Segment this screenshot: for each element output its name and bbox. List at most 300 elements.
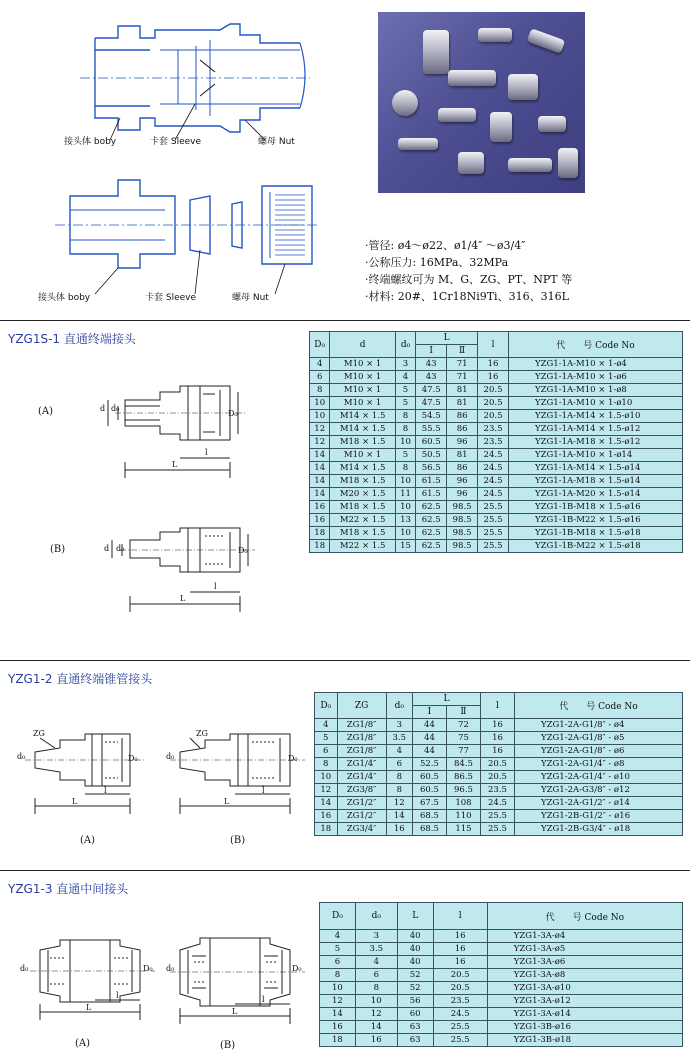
section2-title: YZG1-2 直通终端锥管接头	[8, 672, 153, 686]
table-cell: 98.5	[447, 540, 478, 553]
s2b-dim-l: l	[262, 786, 265, 795]
table-cell: 25.5	[478, 540, 509, 553]
code-cell: YZG1-3B-ø16	[487, 1021, 682, 1034]
fitting-photo-12	[508, 158, 552, 172]
s1-h-code: 代 号 Code No	[508, 332, 682, 358]
s2-h-L2: Ⅱ	[446, 706, 480, 719]
table-cell: 56.5	[416, 462, 447, 475]
code-cell: YZG1-1A-M14 × 1.5-ø12	[508, 423, 682, 436]
table-row	[320, 969, 683, 982]
table-cell: 16	[478, 371, 509, 384]
table-cell: 16	[433, 956, 487, 969]
spec-pressure: ·公称压力: 16MPa、32MPa	[365, 256, 509, 269]
table-cell: 3.5	[386, 732, 412, 745]
table-cell: M10 × 1	[330, 384, 395, 397]
table-row	[320, 956, 683, 969]
table-cell: 16	[320, 1021, 356, 1034]
s1-label-b: (B)	[50, 544, 66, 555]
table-row	[310, 384, 683, 397]
s3a-dim-l: l	[116, 991, 119, 1000]
s2-h-L1: I	[412, 706, 446, 719]
table-cell: 68.5	[412, 810, 446, 823]
code-cell: YZG1-1A-M10 × 1-ø4	[508, 358, 682, 371]
code-cell: YZG1-2A-G1/8″ - ø5	[515, 732, 683, 745]
table-cell: 86	[447, 423, 478, 436]
s1-dim-L: L	[172, 460, 178, 469]
table-row	[310, 488, 683, 501]
table-cell: 14	[310, 475, 330, 488]
table-cell: 10	[395, 501, 415, 514]
code-cell: YZG1-3A-ø5	[487, 943, 682, 956]
s1b-dim-D0: D₀	[238, 546, 248, 555]
s2-tbody	[315, 719, 683, 836]
table-cell: 23.5	[478, 436, 509, 449]
table-cell: 16	[480, 719, 514, 732]
table-cell: 24.5	[478, 462, 509, 475]
table-cell: 75	[446, 732, 480, 745]
table-cell: 24.5	[478, 488, 509, 501]
table-cell: 25.5	[480, 810, 514, 823]
table-cell: 14	[310, 449, 330, 462]
table-cell: 60	[397, 1008, 433, 1021]
table-cell: 25.5	[433, 1021, 487, 1034]
s3b-dim-D0: D₀	[292, 964, 302, 973]
label-body-exploded: 接头体 boby	[38, 293, 91, 303]
table-cell: 44	[412, 732, 446, 745]
table-cell: M18 × 1.5	[330, 475, 395, 488]
table-row	[310, 501, 683, 514]
code-cell: YZG1-1A-M10 × 1-ø8	[508, 384, 682, 397]
table-cell: 96.5	[446, 784, 480, 797]
table-row	[315, 745, 683, 758]
table-cell: 23.5	[478, 423, 509, 436]
table-cell: 12	[310, 436, 330, 449]
s1-dim-l: l	[205, 448, 208, 457]
fitting-photo-6	[392, 90, 418, 116]
s2-drawing-b	[170, 734, 305, 814]
table-cell: 110	[446, 810, 480, 823]
table-cell: 10	[310, 397, 330, 410]
s1-h-l: l	[478, 332, 509, 358]
assembled-fitting-drawing	[80, 24, 310, 132]
table-row	[310, 527, 683, 540]
s3b-dim-L: L	[232, 1007, 238, 1016]
code-cell: YZG1-1B-M18 × 1.5-ø18	[508, 527, 682, 540]
table-cell: 8	[315, 758, 338, 771]
table-cell: 8	[310, 384, 330, 397]
table-cell: 25.5	[478, 501, 509, 514]
table-cell: 47.5	[416, 384, 447, 397]
code-cell: YZG1-3A-ø12	[487, 995, 682, 1008]
code-cell: YZG1-3A-ø4	[487, 930, 682, 943]
s3-drawing-b	[170, 938, 305, 1024]
s1-dim-D0: D₀	[228, 409, 238, 418]
table-cell: 5	[395, 384, 415, 397]
table-cell: 84.5	[446, 758, 480, 771]
table-cell: 13	[395, 514, 415, 527]
table-cell: 50.5	[416, 449, 447, 462]
table-row	[320, 943, 683, 956]
table-cell: 16	[433, 943, 487, 956]
table-cell: 20.5	[480, 758, 514, 771]
table-cell: 18	[320, 1034, 356, 1047]
label-nut-exploded: 螺母 Nut	[232, 293, 269, 303]
s3-tbody	[320, 930, 683, 1047]
table-cell: 20.5	[433, 969, 487, 982]
table-cell: 72	[446, 719, 480, 732]
table-cell: M14 × 1.5	[330, 423, 395, 436]
table-cell: 52	[397, 969, 433, 982]
table-cell: 3	[355, 930, 397, 943]
table-row	[320, 995, 683, 1008]
table-cell: 40	[397, 943, 433, 956]
s3a-dim-d0: d₀	[20, 964, 29, 973]
table-cell: 55.5	[416, 423, 447, 436]
table-cell: 8	[355, 982, 397, 995]
table-row	[320, 1034, 683, 1047]
s1-dim-d: d	[100, 404, 106, 413]
table-cell: 86.5	[446, 771, 480, 784]
label-sleeve-assembled: 卡套 Sleeve	[150, 137, 202, 147]
s3a-dim-L: L	[86, 1003, 92, 1012]
code-cell: YZG1-2A-G1/8″ - ø4	[515, 719, 683, 732]
table-cell: 56	[397, 995, 433, 1008]
table-row	[310, 436, 683, 449]
table-row	[315, 797, 683, 810]
s3-h-d0: d₀	[355, 903, 397, 930]
table-cell: M14 × 1.5	[330, 410, 395, 423]
table-cell: 6	[386, 758, 412, 771]
table-cell: 20.5	[478, 410, 509, 423]
label-nut-assembled: 螺母 Nut	[258, 137, 295, 147]
table-cell: 43	[416, 358, 447, 371]
table-cell: 6	[310, 371, 330, 384]
table-cell: 20.5	[478, 397, 509, 410]
s3-h-code: 代 号 Code No	[487, 903, 682, 930]
code-cell: YZG1-2A-G1/2″ - ø14	[515, 797, 683, 810]
divider-1	[0, 320, 690, 321]
code-cell: YZG1-1A-M10 × 1-ø10	[508, 397, 682, 410]
table-row	[320, 1008, 683, 1021]
table-cell: 16	[433, 930, 487, 943]
table-cell: 16	[478, 358, 509, 371]
table-cell: 14	[315, 797, 338, 810]
s1-h-L1: I	[416, 345, 447, 358]
exploded-fitting-drawing	[55, 180, 320, 268]
table-cell: ZG1/4″	[337, 758, 386, 771]
table-cell: 40	[397, 930, 433, 943]
table-cell: 24.5	[478, 475, 509, 488]
table-cell: 20.5	[478, 384, 509, 397]
code-cell: YZG1-1A-M10 × 1-ø6	[508, 371, 682, 384]
table-row	[315, 823, 683, 836]
table-cell: 71	[447, 358, 478, 371]
code-cell: YZG1-1A-M20 × 1.5-ø14	[508, 488, 682, 501]
section3-drawings	[30, 938, 305, 1024]
s2-drawing-a	[25, 734, 145, 814]
table-cell: 18	[315, 823, 338, 836]
table-cell: 25.5	[478, 527, 509, 540]
table-cell: 16	[480, 745, 514, 758]
table-cell: 52	[397, 982, 433, 995]
table-cell: 20.5	[480, 771, 514, 784]
table-cell: 18	[310, 540, 330, 553]
code-cell: YZG1-2B-G3/4″ - ø18	[515, 823, 683, 836]
s3a-dim-D0: D₀	[143, 964, 153, 973]
table-cell: M22 × 1.5	[330, 540, 395, 553]
table-cell: 6	[355, 969, 397, 982]
table-cell: 18	[310, 527, 330, 540]
table-cell: 23.5	[433, 995, 487, 1008]
s3-h-L: L	[397, 903, 433, 930]
divider-3	[0, 870, 690, 871]
code-cell: YZG1-1B-M22 × 1.5-ø18	[508, 540, 682, 553]
spec-material: ·材料: 20#、1Cr18Ni9Ti、316、316L	[365, 290, 569, 303]
table-row	[315, 719, 683, 732]
table-cell: M10 × 1	[330, 358, 395, 371]
table-cell: 63	[397, 1021, 433, 1034]
divider-2	[0, 660, 690, 661]
table-cell: 3	[386, 719, 412, 732]
s1-h-L: L	[416, 332, 478, 345]
table-cell: 23.5	[480, 784, 514, 797]
section2-drawings	[25, 734, 305, 814]
table-cell: 16	[310, 501, 330, 514]
section1-drawings	[108, 386, 255, 612]
table-cell: 98.5	[447, 514, 478, 527]
table-cell: 62.5	[416, 540, 447, 553]
s1b-dim-d0: d₀	[116, 544, 125, 553]
table-row	[315, 758, 683, 771]
table-cell: 81	[447, 384, 478, 397]
table-cell: 8	[395, 423, 415, 436]
table-cell: 16	[480, 732, 514, 745]
code-cell: YZG1-2B-G1/2″ - ø16	[515, 810, 683, 823]
fitting-photo-2	[478, 28, 512, 42]
s2a-dim-d0: d₀	[17, 752, 26, 761]
table-cell: ZG1/2″	[337, 797, 386, 810]
table-cell: 5	[320, 943, 356, 956]
table-cell: 14	[310, 488, 330, 501]
table-cell: 77	[446, 745, 480, 758]
table-cell: 52.5	[412, 758, 446, 771]
s2-h-ZG: ZG	[337, 693, 386, 719]
table-cell: 8	[395, 410, 415, 423]
table-cell: 3.5	[355, 943, 397, 956]
table-cell: M10 × 1	[330, 397, 395, 410]
fitting-photo-10	[398, 138, 438, 150]
table-cell: 86	[447, 462, 478, 475]
table-cell: 11	[395, 488, 415, 501]
section3-table	[319, 902, 683, 1047]
code-cell: YZG1-3A-ø14	[487, 1008, 682, 1021]
table-cell: 98.5	[447, 501, 478, 514]
table-cell: ZG1/8″	[337, 745, 386, 758]
code-cell: YZG1-1A-M14 × 1.5-ø14	[508, 462, 682, 475]
table-cell: 6	[320, 956, 356, 969]
code-cell: YZG1-3A-ø10	[487, 982, 682, 995]
table-row	[320, 1021, 683, 1034]
table-cell: 10	[395, 527, 415, 540]
table-cell: 20.5	[433, 982, 487, 995]
fitting-photo-5	[508, 74, 538, 100]
s1-label-a: (A)	[38, 406, 54, 417]
code-cell: YZG1-2A-G1/8″ - ø6	[515, 745, 683, 758]
table-cell: 25.5	[478, 514, 509, 527]
table-cell: 16	[315, 810, 338, 823]
s2b-dim-D0: D₀	[288, 754, 298, 763]
table-cell: 115	[446, 823, 480, 836]
table-cell: 4	[310, 358, 330, 371]
table-cell: 10	[315, 771, 338, 784]
table-cell: 8	[320, 969, 356, 982]
table-cell: 71	[447, 371, 478, 384]
s2b-dim-d0: d₀	[166, 752, 175, 761]
s2a-dim-D0: D₀	[128, 754, 138, 763]
s3-label-b: (B)	[220, 1040, 236, 1051]
table-cell: 62.5	[416, 527, 447, 540]
table-cell: 12	[310, 423, 330, 436]
table-cell: 61.5	[416, 475, 447, 488]
section1-table	[309, 331, 683, 553]
table-row	[310, 540, 683, 553]
code-cell: YZG1-3A-ø6	[487, 956, 682, 969]
table-cell: 96	[447, 488, 478, 501]
table-cell: 5	[395, 449, 415, 462]
table-row	[315, 810, 683, 823]
table-cell: 14	[320, 1008, 356, 1021]
table-cell: 10	[395, 436, 415, 449]
table-cell: 8	[386, 784, 412, 797]
s1-h-d: d	[330, 332, 395, 358]
s2a-dim-L: L	[72, 797, 78, 806]
table-cell: 5	[395, 397, 415, 410]
code-cell: YZG1-1A-M18 × 1.5-ø14	[508, 475, 682, 488]
table-cell: 24.5	[478, 449, 509, 462]
fitting-photo-8	[490, 112, 512, 142]
s3b-dim-l: l	[262, 995, 265, 1004]
s2b-dim-ZG: ZG	[196, 729, 208, 738]
s1-h-L2: Ⅱ	[447, 345, 478, 358]
table-cell: 5	[315, 732, 338, 745]
s1-h-d0: d₀	[395, 332, 415, 358]
table-cell: 8	[395, 462, 415, 475]
fitting-photo-1	[423, 30, 449, 74]
table-cell: 98.5	[447, 527, 478, 540]
table-cell: 14	[386, 810, 412, 823]
table-cell: ZG1/8″	[337, 732, 386, 745]
table-cell: M20 × 1.5	[330, 488, 395, 501]
table-cell: 3	[395, 358, 415, 371]
table-row	[310, 397, 683, 410]
label-sleeve-exploded: 卡套 Sleeve	[145, 293, 197, 303]
s2a-dim-ZG: ZG	[33, 729, 45, 738]
table-cell: 10	[320, 982, 356, 995]
table-cell: M22 × 1.5	[330, 514, 395, 527]
spec-pipe-diameter: ·管径: ø4～ø22、ø1/4″ ～ø3/4″	[365, 239, 526, 252]
fitting-photo-3	[527, 28, 566, 53]
table-cell: 62.5	[416, 514, 447, 527]
table-cell: 12	[315, 784, 338, 797]
code-cell: YZG1-2A-G3/8″ - ø12	[515, 784, 683, 797]
code-cell: YZG1-1A-M14 × 1.5-ø10	[508, 410, 682, 423]
table-row	[310, 514, 683, 527]
table-cell: 24.5	[480, 797, 514, 810]
table-cell: 16	[355, 1034, 397, 1047]
table-cell: 62.5	[416, 501, 447, 514]
table-cell: 16	[310, 514, 330, 527]
specifications	[365, 237, 572, 305]
s3-h-l: l	[433, 903, 487, 930]
s3-drawing-a	[30, 940, 155, 1020]
table-cell: 4	[320, 930, 356, 943]
s2-h-D0: D₀	[315, 693, 338, 719]
table-cell: 12	[386, 797, 412, 810]
table-cell: 8	[386, 771, 412, 784]
table-cell: M18 × 1.5	[330, 501, 395, 514]
table-cell: M10 × 1	[330, 371, 395, 384]
table-cell: 4	[395, 371, 415, 384]
table-row	[320, 982, 683, 995]
s1b-dim-d: d	[104, 544, 110, 553]
table-cell: 16	[386, 823, 412, 836]
table-cell: 43	[416, 371, 447, 384]
product-photo	[378, 12, 585, 193]
table-cell: 4	[386, 745, 412, 758]
table-cell: ZG1/4″	[337, 771, 386, 784]
table-row	[310, 449, 683, 462]
table-cell: M10 × 1	[330, 449, 395, 462]
table-cell: 60.5	[416, 436, 447, 449]
code-cell: YZG1-2A-G1/4″ - ø10	[515, 771, 683, 784]
table-cell: 81	[447, 449, 478, 462]
table-cell: M14 × 1.5	[330, 462, 395, 475]
table-cell: ZG3/8″	[337, 784, 386, 797]
table-cell: 86	[447, 410, 478, 423]
table-cell: 67.5	[412, 797, 446, 810]
table-cell: 44	[412, 719, 446, 732]
s1b-dim-L: L	[180, 594, 186, 603]
s3-h-D0: D₀	[320, 903, 356, 930]
table-row	[315, 732, 683, 745]
table-cell: 81	[447, 397, 478, 410]
s2b-dim-L: L	[224, 797, 230, 806]
s1-h-D0: D₀	[310, 332, 330, 358]
table-cell: M18 × 1.5	[330, 527, 395, 540]
table-cell: ZG3/4″	[337, 823, 386, 836]
table-row	[315, 784, 683, 797]
table-cell: 63	[397, 1034, 433, 1047]
fitting-photo-7	[438, 108, 476, 122]
spec-thread: ·终端螺纹可为 M、G、ZG、PT、NPT 等	[365, 273, 573, 286]
section3-title: YZG1-3 直通中间接头	[8, 882, 129, 896]
section2-table	[314, 692, 683, 836]
table-row	[315, 771, 683, 784]
table-cell: 60.5	[412, 784, 446, 797]
s1-tbody	[310, 358, 683, 553]
s2-h-L: L	[412, 693, 480, 706]
table-row	[310, 475, 683, 488]
table-row	[310, 410, 683, 423]
code-cell: YZG1-1A-M10 × 1-ø14	[508, 449, 682, 462]
table-cell: 25.5	[480, 823, 514, 836]
table-cell: 40	[397, 956, 433, 969]
table-cell: 10	[355, 995, 397, 1008]
table-cell: 96	[447, 475, 478, 488]
label-body-assembled: 接头体 boby	[64, 137, 117, 147]
table-cell: 14	[310, 462, 330, 475]
table-cell: 25.5	[433, 1034, 487, 1047]
